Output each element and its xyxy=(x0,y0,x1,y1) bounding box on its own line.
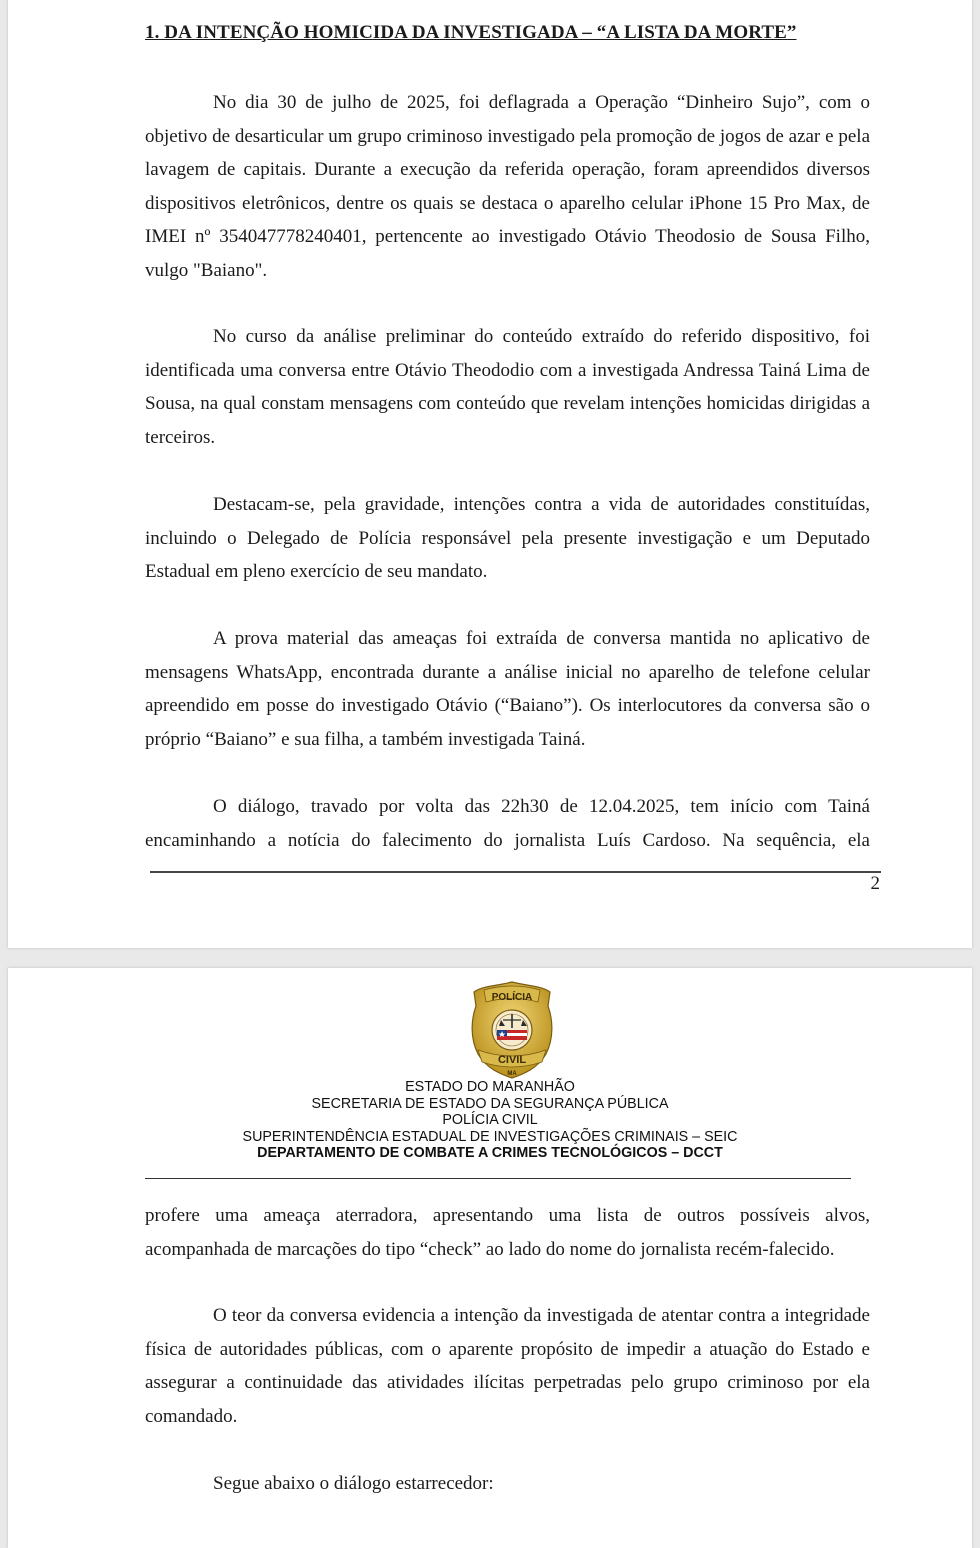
header-line-state: ESTADO DO MARANHÃO xyxy=(405,1079,575,1095)
header-line-police: POLÍCIA CIVIL xyxy=(442,1112,538,1129)
paragraph-threats-authorities: Destacam-se, pela gravidade, intenções contra a vida de autoridades constituídas, incluindo o Delegado de Polícia responsável pela presente investigação e um Deputado Estadual em pleno exercício de seu mandato. xyxy=(145,494,870,583)
section-heading: 1. DA INTENÇÃO HOMICIDA DA INVESTIGADA – “A LISTA DA MORTE” xyxy=(145,22,797,43)
header-divider xyxy=(145,1178,851,1179)
svg-text:MA: MA xyxy=(507,1071,517,1077)
document-page-1 xyxy=(8,0,972,948)
svg-text:CIVIL: CIVIL xyxy=(497,1054,527,1066)
paragraph-operation: No dia 30 de julho de 2025, foi deflagrada a Operação “Dinheiro Sujo”, com o objetivo de desarticular um grupo criminoso investigado pela promoção de jogos de azar e pela lavagem de capitais. Durante a execução da referida operação, foram apreendidos diversos dispositivos eletrônicos, dentre os quais se destaca o aparelho celular iPhone 15 Pro Max, de IMEI nº 354047778240401, pertencente ao investigado Otávio Theodosio de Sousa Filho, vulgo "Baiano". xyxy=(145,92,870,281)
policia-civil-badge-icon xyxy=(470,980,554,1080)
document-page-2 xyxy=(8,968,972,1548)
header-line-secretariat: SECRETARIA DE ESTADO DA SEGURANÇA PÚBLICA xyxy=(311,1095,669,1112)
paragraph-analysis: No curso da análise preliminar do conteúdo extraído do referido dispositivo, foi identificada uma conversa entre Otávio Theododio com a investigada Andressa Tainá Lima de Sousa, na qual constam mensagens com conteúdo que revelam intenções homicidas dirigidas a terceiros. xyxy=(145,326,870,448)
svg-text:POLÍCIA: POLÍCIA xyxy=(491,992,533,1003)
header-line-superintendence: SUPERINTENDÊNCIA ESTADUAL DE INVESTIGAÇÕES CRIMINAIS – SEIC xyxy=(242,1128,738,1145)
paragraph-threat-list: profere uma ameaça aterradora, apresentando uma lista de outros possíveis alvos, acompanhada de marcações do tipo “check” ao lado do nome do jornalista recém-falecido. xyxy=(145,1205,870,1260)
paragraph-evidence: A prova material das ameaças foi extraída de conversa mantida no aplicativo de mensagens WhatsApp, encontrada durante a análise inicial no aparelho de telefone celular apreendido em posse do investigado Otávio (“Baiano”). Os interlocutores da conversa são o próprio “Baiano” e sua filha, a também investigada Tainá. xyxy=(145,628,870,750)
header-line-department: DEPARTAMENTO DE COMBATE A CRIMES TECNOLÓGICOS – DCCT xyxy=(257,1145,723,1162)
institution-header xyxy=(0,1079,980,1162)
footer-divider xyxy=(150,871,881,873)
paragraph-dialogue-intro: Segue abaixo o diálogo estarrecedor: xyxy=(213,1473,494,1494)
paragraph-conversation-content: O teor da conversa evidencia a intenção da investigada de atentar contra a integridade física de autoridades públicas, com o aparente propósito de impedir a atuação do Estado e assegurar a continuidade das atividades ilícitas perpetradas pelo grupo criminoso por ela comandado. xyxy=(145,1305,870,1427)
paragraph-dialogue-start: O diálogo, travado por volta das 22h30 de 12.04.2025, tem início com Tainá encaminhando a notícia do falecimento do jornalista Luís Cardoso. Na sequência, ela xyxy=(145,796,870,851)
page-number: 2 xyxy=(870,873,880,894)
